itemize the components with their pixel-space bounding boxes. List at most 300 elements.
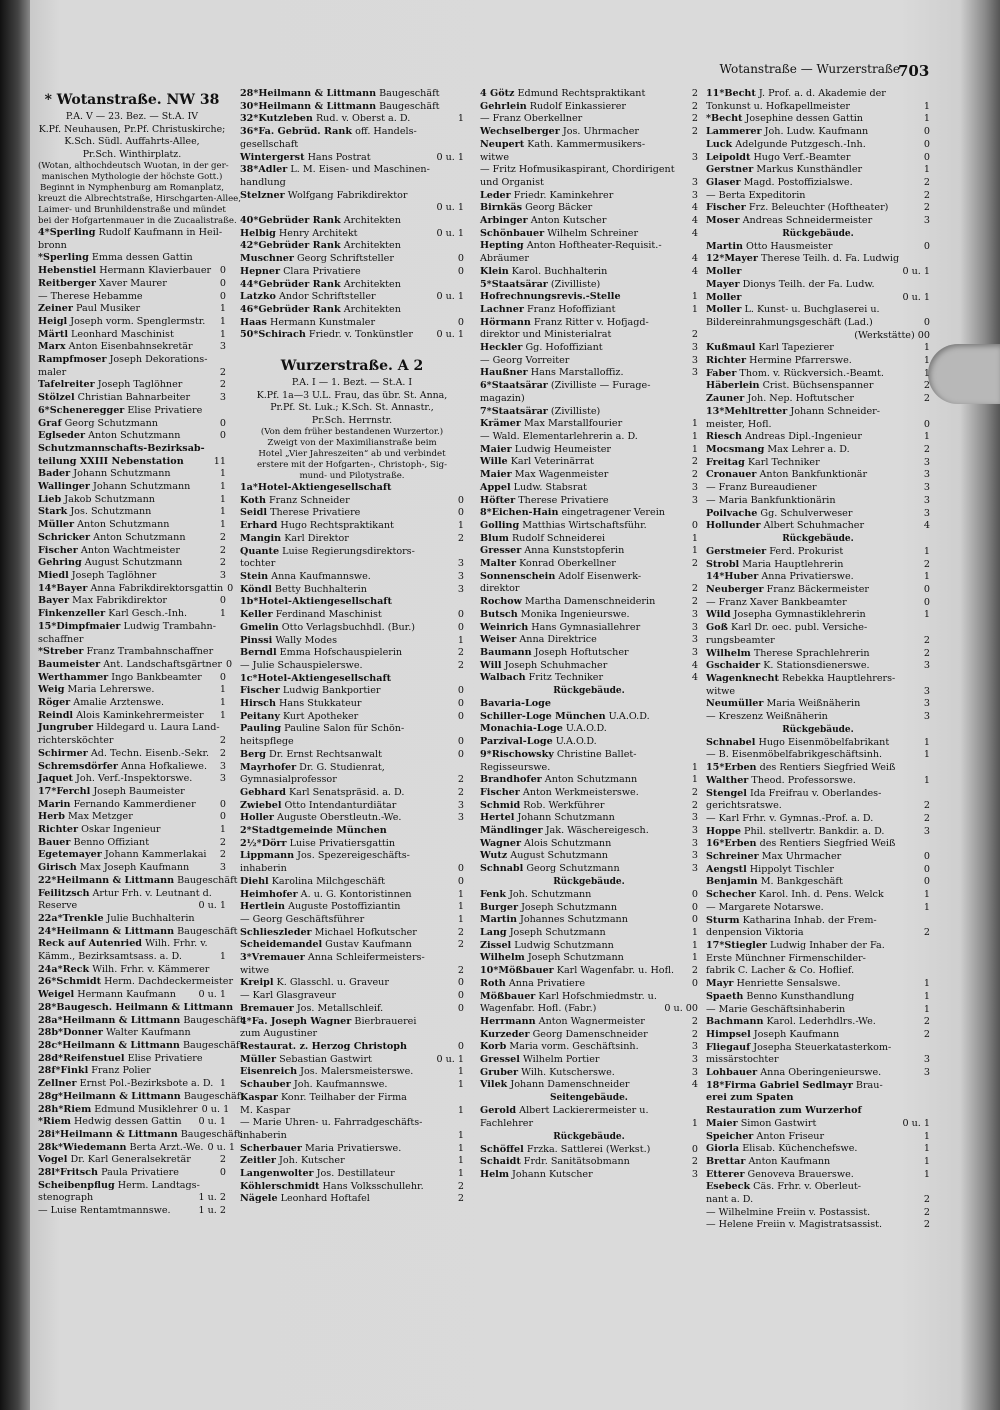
directory-entry [706, 1194, 930, 1207]
entry-floor: 0 u. 1 [902, 266, 930, 278]
directory-entry [240, 635, 464, 648]
entry-floor: 2 [691, 329, 698, 341]
entry-name: 28k*Wiedemann [38, 1141, 127, 1153]
entry-name: Köhlerschmidt [240, 1180, 320, 1192]
entry-detail: direktor und Ministerialrat [480, 329, 612, 341]
entry-floor: 3 [923, 698, 930, 710]
entry-name: Riesch [706, 431, 742, 443]
entry-floor: 0 u. 1 [436, 227, 464, 239]
entry-detail: — Margarete Notarswe. [706, 901, 824, 913]
entry-name: Jungruber [38, 722, 94, 734]
directory-entry [706, 1016, 930, 1029]
entry-detail: Joseph Schutzmann [518, 901, 618, 913]
entry-floor: 11 [213, 455, 226, 467]
entry-name: Pauling [240, 723, 282, 735]
directory-entry [480, 507, 698, 520]
entry-detail: — Georg Vorreiter [480, 354, 570, 366]
entry-name: 28b*Donner [38, 1027, 103, 1039]
entry-detail: Georg Bäcker [522, 202, 593, 214]
directory-entry [480, 533, 698, 546]
entry-detail: — Karl Glasgraveur [240, 990, 336, 1002]
entry-detail: Wilh. Frhr. v. [142, 938, 208, 950]
directory-entry [706, 241, 930, 254]
entry-detail: Christine Ballet- [553, 748, 637, 760]
entry-detail: Anton Wagnermeister [535, 1015, 645, 1027]
entry-detail: L. M. Eisen- und Maschinen- [287, 164, 430, 176]
entry-floor: 2 [219, 366, 226, 378]
entry-detail: — Fritz Hofmusikaspirant, Chordirigent [480, 164, 675, 176]
directory-entry [706, 266, 930, 279]
entry-name: Girisch [38, 862, 77, 874]
entry-detail: Fritz Techniker [525, 672, 604, 684]
directory-entry [480, 329, 698, 342]
directory-entry [38, 913, 226, 926]
entry-detail: Abräumer [480, 253, 529, 265]
entry-floor: 1 [691, 1117, 698, 1129]
entry-detail: Max Joseph Kaufmann [76, 862, 190, 874]
entry-name: Gresser [480, 545, 522, 557]
entry-floor: 0 [457, 609, 464, 621]
entry-name: Golling [480, 519, 520, 531]
entry-name: 7*Staatsärar [480, 405, 548, 417]
entry-detail: Sebastian Gastwirt [276, 1053, 372, 1065]
entry-detail: eingetragener Verein [558, 507, 665, 519]
entry-floor: 1 [691, 927, 698, 938]
directory-entry [706, 431, 930, 444]
entry-detail: Dr. Ernst Rechtsanwalt [265, 748, 382, 760]
entry-floor: 2 [691, 1156, 698, 1168]
directory-entry [706, 139, 930, 152]
directory-entry [240, 139, 464, 152]
entry-detail: Anton Kaufmann [745, 1155, 831, 1167]
directory-entry [706, 597, 930, 610]
entry-detail: nant a. D. [706, 1194, 754, 1206]
street-info-line: K.Pf. Neuhausen, Pr.Pf. Christuskirche; [38, 123, 226, 135]
entry-floor: 2 [457, 939, 464, 951]
entry-name: Speicher [706, 1130, 754, 1142]
entry-name: Hirsch [240, 698, 276, 710]
directory-entry [240, 533, 464, 546]
directory-entry [480, 152, 698, 165]
entry-floor: 1 [691, 952, 698, 964]
entry-detail: Rud. v. Oberst a. D. [312, 113, 411, 125]
entry-name: 22a*Trenkle [38, 912, 104, 924]
directory-entry [706, 304, 930, 317]
entry-name: Zeiner [38, 303, 73, 315]
entry-detail: (Zivilliste) [547, 405, 601, 417]
street-info-line: Pr.Sch. Herrnstr. [311, 414, 393, 426]
entry-name: Zissel [480, 939, 512, 951]
entry-name: Bavaria-Loge [480, 698, 551, 710]
directory-entry [480, 177, 698, 190]
directory-entry [480, 545, 698, 558]
entry-detail: Anton Kutscher [527, 215, 607, 227]
directory-entry [706, 635, 930, 648]
entry-name: Brandhofer [480, 774, 542, 786]
entry-detail: Jos. Malersmeisterswe. [297, 1066, 414, 1078]
entry-name: Arbinger [480, 215, 528, 227]
entry-name: 28g*Heilmann & Littmann [38, 1090, 181, 1102]
directory-entry [480, 317, 698, 330]
entry-name: Weiser [480, 634, 517, 646]
entry-name: Gerstner [706, 164, 754, 176]
entry-detail: Paul Musiker [72, 303, 141, 315]
entry-floor: 2 [691, 1028, 698, 1040]
entry-detail: Herm. Landtags- [114, 1179, 200, 1191]
directory-entry [240, 1003, 464, 1016]
directory-entry [706, 762, 930, 775]
entry-floor: 2 [923, 1028, 930, 1040]
street-info-line: Pr.Sch. Winthirplatz. [82, 148, 182, 160]
entry-floor: 0 [457, 685, 464, 697]
entry-name: Lieb [38, 493, 62, 505]
entry-floor: 0 [691, 901, 698, 913]
directory-entry [706, 622, 930, 635]
entry-name: Gschaider [706, 660, 761, 672]
entry-detail: off. Handels- [352, 126, 417, 138]
entry-floor: 1 [691, 430, 698, 442]
entry-floor: 0 [227, 582, 234, 594]
directory-entry [38, 761, 226, 774]
entry-name: Schlieszleder [240, 926, 312, 938]
entry-floor: 0 [923, 863, 930, 875]
entry-detail: Therese Teilh. d. Fa. Ludwig [757, 253, 900, 265]
directory-entry [706, 1029, 930, 1042]
entry-detail: Anton Schutzmann [90, 531, 186, 543]
entry-floor: 3 [219, 392, 226, 404]
entry-floor: 0 [457, 875, 464, 887]
entry-name: 6*Staatsärar [480, 380, 548, 392]
entry-floor: 0 [457, 253, 464, 265]
entry-name: 5*Staatsärar [480, 278, 548, 290]
directory-entry [240, 1066, 464, 1079]
entry-name: 28i*Heilmann & Littmann [38, 1128, 178, 1140]
entry-name: 11*Becht [706, 88, 756, 99]
entry-detail: zum Augustiner [240, 1028, 318, 1040]
directory-entry [240, 317, 464, 330]
entry-detail: M. Kaspar [240, 1104, 291, 1116]
entry-detail: Bildereinrahmungsgeschäft (Lad.) [706, 316, 873, 328]
entry-floor: 3 [457, 799, 464, 811]
directory-entry [38, 481, 226, 494]
entry-detail: stenograph [38, 1192, 94, 1204]
entry-floor: 1 [219, 481, 226, 493]
entry-name: 28c*Heilmann & Littmann [38, 1040, 180, 1051]
directory-entry [38, 278, 226, 291]
entry-name: Gehring [38, 557, 82, 569]
entry-name: Heckler [480, 342, 523, 354]
entry-floor: 2 [923, 1219, 930, 1231]
directory-entry [706, 813, 930, 826]
entry-floor: 2 [691, 456, 698, 468]
directory-entry [480, 558, 698, 571]
entry-name: 26*Schmidt [38, 976, 102, 988]
entry-detail: Adelgunde Putzgesch.-Inh. [732, 138, 866, 150]
directory-entry [706, 419, 930, 432]
entry-detail: Benno Offiziant [70, 836, 150, 848]
entry-floor: 0 [457, 748, 464, 760]
entry-detail: witwe [240, 964, 270, 976]
entry-floor: 2 [691, 113, 698, 125]
entry-floor: 2 [923, 927, 930, 939]
directory-entry [38, 900, 226, 913]
directory-entry [480, 660, 698, 673]
entry-detail: Emma Hofschauspielerin [276, 647, 403, 659]
entry-name: Etterer [706, 1168, 745, 1180]
entry-floor: 3 [691, 863, 698, 875]
entry-floor: 1 [923, 431, 930, 443]
entry-name: Schecher [706, 889, 756, 901]
directory-entry [706, 838, 930, 851]
directory-entry [706, 559, 930, 572]
directory-entry [240, 749, 464, 762]
directory-entry [480, 1041, 698, 1054]
entry-detail: Joseph Taglöhner [94, 379, 183, 391]
entry-name: Neupert [480, 138, 525, 150]
entry-detail: fabrik C. Lacher & Co. Hoflief. [706, 965, 855, 977]
entry-name: erei zum Spaten [706, 1092, 794, 1104]
entry-floor: 2 [457, 1193, 464, 1205]
directory-entry [706, 1156, 930, 1169]
directory-entry [480, 367, 698, 380]
entry-name: Spaeth [706, 990, 744, 1002]
directory-entry [706, 1105, 930, 1118]
entry-floor: 2 [923, 1016, 930, 1028]
entry-detail: Karl Dr. oec. publ. Versiche- [727, 622, 868, 634]
directory-entry [480, 825, 698, 838]
entry-name: Wilhelm [706, 647, 751, 659]
entry-detail: Alois Kaminkehrermeister [73, 709, 204, 721]
directory-entry [706, 1143, 930, 1156]
entry-detail: Anton Schutzmann [541, 774, 638, 786]
directory-entry [480, 113, 698, 126]
entry-floor: 1 [219, 315, 226, 327]
entry-name: Herrmann [480, 1015, 536, 1027]
entry-detail: Wolfgang Fabrikdirektor [284, 189, 408, 201]
directory-entry [480, 711, 698, 724]
directory-entry [480, 469, 698, 482]
building-subheading: Rückgebäude. [782, 533, 854, 544]
directory-entry [240, 952, 464, 965]
entry-name: 1c*Hotel-Aktiengesellschaft [240, 672, 392, 684]
directory-entry [706, 1118, 930, 1131]
directory-entry [480, 838, 698, 851]
entry-name: Kaspar [240, 1091, 278, 1103]
entry-floor: 1 [923, 889, 930, 901]
entry-name: Pinssi [240, 634, 273, 646]
entry-detail: missärstochter [706, 1054, 779, 1066]
entry-name: Hoppe [706, 825, 741, 837]
entry-detail: Phil. stellvertr. Bankdir. a. D. [740, 825, 885, 837]
directory-entry [706, 965, 930, 978]
entry-detail: Erste Münchner Firmenschilder- [706, 952, 866, 964]
directory-entry [38, 938, 226, 951]
entry-detail: Jak. Wäschereigesch. [542, 825, 649, 837]
entry-detail: Artur Frh. v. Leutnant d. [89, 887, 212, 899]
entry-floor: 1 [691, 418, 698, 430]
entry-detail: — Berta Expeditorin [706, 189, 806, 201]
directory-entry [706, 330, 930, 343]
building-subheading: Seitengebäude. [550, 1093, 628, 1104]
directory-entry [706, 864, 930, 877]
entry-floor: 3 [457, 583, 464, 595]
street-info-line: bei der Hofgartenmauer in die Zucaalistraße. [38, 216, 237, 226]
entry-floor: 0 [457, 1041, 464, 1052]
entry-detail: Julie Buchhalterin [103, 912, 195, 924]
entry-detail: denpension Viktoria [706, 927, 804, 939]
entry-floor: 0 u. 1 [207, 1141, 236, 1153]
entry-detail: Anna Kunststopferin [521, 545, 625, 557]
entry-detail: Joh. Kaufmannswe. [290, 1079, 388, 1091]
entry-detail: Ad. Techn. Eisenb.-Sekr. [87, 747, 210, 759]
entry-name: Miedl [38, 569, 69, 581]
entry-floor: 2 [219, 1154, 226, 1166]
directory-entry [706, 355, 930, 368]
entry-floor: 0 [219, 265, 226, 277]
entry-detail: — Maria Bankfunktionärin [706, 494, 836, 506]
entry-detail: M. Bankgeschäft [757, 876, 843, 888]
entry-floor: 0 [923, 584, 930, 596]
entry-detail: Herm. Dachdeckermeister [101, 976, 234, 988]
street-info-line: Zweigt von der Maximilianstraße beim [267, 438, 437, 449]
directory-entry [706, 457, 930, 470]
entry-floor: 1 [219, 684, 226, 696]
entry-name: Appel [480, 481, 511, 493]
entry-floor: 0 [923, 596, 930, 608]
entry-floor: 3 [691, 151, 698, 163]
entry-name: Wilhelm [480, 952, 525, 964]
entry-detail: Andreas Schneidermeister [739, 215, 873, 227]
entry-floor: 0 u. 1 [902, 1117, 930, 1129]
entry-detail: Joh. Kutscher [276, 1155, 345, 1167]
entry-floor: 3 [923, 711, 930, 723]
entry-name: Gmelin [240, 621, 279, 633]
entry-name: Gerold [480, 1105, 517, 1117]
entry-detail: Karolina Milchgeschäft [268, 875, 386, 887]
entry-floor: 2 [923, 393, 930, 405]
entry-name: 4 Götz [480, 88, 515, 99]
entry-name: 44*Gebrüder Rank [240, 278, 341, 290]
directory-entry [38, 392, 226, 405]
directory-entry [706, 482, 930, 495]
entry-floor: 0 u. 1 [436, 151, 464, 163]
entry-name: Müller [38, 519, 75, 531]
directory-entry [706, 215, 930, 228]
directory-entry [480, 88, 698, 101]
entry-detail: heitspflege [240, 736, 294, 748]
entry-floor: 1 [457, 113, 464, 125]
directory-entry [480, 1079, 698, 1092]
entry-name: Werthammer [38, 671, 109, 683]
directory-entry [480, 850, 698, 863]
entry-name: Seidl [240, 507, 268, 519]
entry-detail: Franz Bäckermeister [763, 584, 869, 596]
entry-name: Schaidt [480, 1156, 521, 1168]
directory-entry [38, 265, 226, 278]
entry-floor: 2 [219, 747, 226, 759]
entry-detail: August Schutzmann [81, 557, 183, 569]
directory-entry [240, 927, 464, 940]
directory-entry [706, 648, 930, 661]
entry-floor: (Werkstätte) 00 [854, 329, 930, 341]
entry-detail: Adolf Eisenwerk- [555, 570, 642, 582]
entry-floor: 1 [457, 1129, 464, 1141]
entry-floor: 4 [691, 202, 698, 214]
entry-detail: Gustav Kaufmann [322, 939, 412, 951]
entry-name: Sturm [706, 914, 740, 926]
entry-detail: — Franz Oberkellner [480, 113, 583, 125]
directory-entry [706, 190, 930, 203]
directory-entry [38, 1128, 242, 1142]
entry-detail: Ludw. Stabsrat [510, 481, 587, 493]
entry-detail: direktor [480, 583, 520, 595]
directory-entry [480, 812, 698, 825]
entry-name: Weig [38, 684, 65, 696]
entry-name: Röger [38, 697, 71, 709]
entry-detail: Tonkunst u. Hofkapellmeister [706, 100, 850, 112]
directory-entry [706, 1169, 930, 1182]
entry-floor: 1 [923, 1143, 930, 1155]
entry-detail: — Georg Geschäftsführer [240, 913, 365, 925]
directory-entry [706, 113, 930, 126]
entry-name: Mayrhofer [240, 761, 297, 773]
directory-entry [480, 279, 698, 292]
street-heading: Wurzerstraße. A 2 [280, 358, 424, 375]
directory-entry [38, 608, 226, 621]
entry-floor: 0 [923, 240, 930, 252]
entry-detail: Elisab. Küchenchefswe. [739, 1143, 858, 1155]
entry-name: Krämer [480, 418, 521, 430]
directory-entry [240, 240, 464, 253]
entry-name: Schirmer [38, 747, 88, 759]
entry-floor: 2 [457, 647, 464, 659]
entry-name: Benjamin [706, 876, 758, 888]
directory-entry [38, 1053, 226, 1066]
directory-entry [240, 762, 464, 775]
entry-floor: 3 [923, 482, 930, 494]
directory-entry [480, 164, 698, 177]
directory-entry [240, 711, 464, 724]
entry-name: Gerstmeier [706, 545, 767, 557]
directory-entry [706, 393, 930, 406]
entry-detail: Auguste Postoffiziantin [285, 901, 401, 913]
entry-floor: 0 u. 1 [201, 1103, 230, 1115]
directory-entry [706, 101, 930, 114]
entry-name: Stein [240, 570, 269, 582]
directory-entry [240, 825, 464, 838]
directory-entry [706, 1092, 930, 1105]
entry-floor: 1 [457, 1168, 464, 1180]
entry-detail: Betty Buchhalterin [271, 583, 367, 595]
entry-detail: Hans Volksschullehr. [319, 1180, 424, 1192]
entry-name: *Becht [706, 113, 743, 125]
entry-floor: 1 [219, 1078, 226, 1090]
directory-entry [38, 468, 226, 481]
entry-name: Kreipl [240, 977, 274, 989]
entry-name: Koth [240, 494, 266, 506]
directory-entry [38, 837, 226, 850]
entry-detail: Max Metzger [64, 811, 133, 823]
entry-name: Köndl [240, 583, 272, 595]
entry-name: Hepner [240, 265, 281, 277]
directory-entry [240, 291, 464, 304]
directory-entry [38, 557, 226, 570]
directory-entry [240, 228, 464, 241]
entry-name: Mocsmang [706, 443, 765, 455]
entry-floor: 2 [923, 1194, 930, 1206]
entry-floor: 3 [691, 189, 698, 201]
entry-detail: Christian Bahnarbeiter [74, 392, 191, 404]
